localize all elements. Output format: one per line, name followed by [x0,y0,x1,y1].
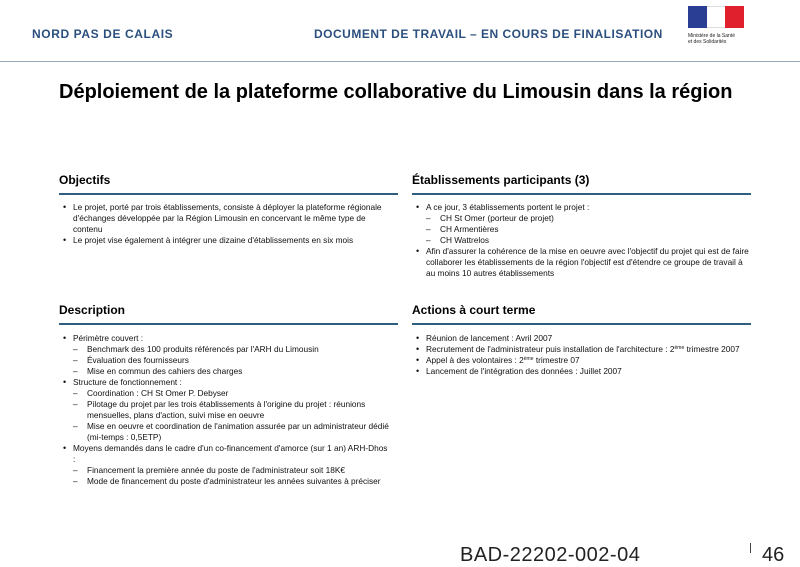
logo-text-line-1: Ministère de la Santé [688,33,735,39]
list-item: • Afin d'assurer la cohérence de la mise en oeuvre avec l'objectif du projet qui est de faire collaborer les établissements de la région l'objectif est d'étendre ce groupe de travail à au moins 10 autres établissements [412,246,750,279]
etablissements-content [412,202,750,279]
header [0,0,800,62]
actions-content [412,333,750,377]
list-subitem: – Mise en oeuvre et coordination de l'animation assurée par un administrateur dédié (mi-temps : 0,5ETP) [59,421,389,443]
document-status: DOCUMENT DE TRAVAIL – EN COURS DE FINALISATION [314,27,663,41]
list-item: • Périmètre couvert : [59,333,389,344]
list-item-text: Appel à des volontaires : 2 [426,355,524,365]
region-label: NORD PAS DE CALAIS [32,27,174,41]
description-heading: Description [59,303,126,317]
list-subitem: – Mode de financement du poste d'administrateur les années suivantes à préciser [59,476,389,487]
republique-logo [686,6,748,58]
list-item: • Moyens demandés dans le cadre d'un co-financement d'amorce (sur 1 an) ARH-Dhos : [59,443,389,465]
list-subitem: – CH Wattrelos [412,235,750,246]
list-subitem: – Coordination : CH St Omer P. Debyser [59,388,389,399]
document-code: BAD-22202-002-04 [460,544,641,566]
objectifs-content [59,202,389,246]
objectifs-rule [59,193,398,195]
list-subitem: – Financement la première année du poste de l'administrateur soit 18K€ [59,465,389,476]
superscript: ème [523,356,534,362]
list-item-text: trimestre 07 [535,355,580,365]
flag-icon [688,6,744,28]
list-subitem: – Benchmark des 100 produits référencés par l'ARH du Limousin [59,344,389,355]
list-subitem: – CH Armentières [412,224,750,235]
list-subitem: – Mise en commun des cahiers des charges [59,366,389,377]
list-item [412,344,750,355]
header-divider [0,61,800,62]
list-item [412,355,750,366]
page-title: Déploiement de la plateforme collaborative du Limousin dans la région [59,81,733,103]
objectifs-heading: Objectifs [59,173,111,187]
list-subitem: – CH St Omer (porteur de projet) [412,213,750,224]
footer-divider [750,543,751,553]
list-item: • Structure de fonctionnement : [59,377,389,388]
etablissements-rule [412,193,751,195]
list-item: • A ce jour, 3 établissements portent le projet : [412,202,750,213]
list-item: • Le projet vise également à intégrer une dizaine d'établissements en six mois [59,235,389,246]
etablissements-heading: Établissements participants (3) [412,173,590,187]
description-rule [59,323,398,325]
page-number: 46 [762,544,785,566]
superscript: ème [674,345,685,351]
list-item: • Le projet, porté par trois établissements, consiste à déployer la plateforme régionale d'échanges développée par la Région Limousin en concervant le même type de contenu [59,202,389,235]
actions-heading: Actions à court terme [412,303,536,317]
actions-rule [412,323,751,325]
list-subitem: – Évaluation des fournisseurs [59,355,389,366]
list-subitem: – Pilotage du projet par les trois établissements à l'origine du projet : réunions mensuelles, plans d'action, suivi mise en oeuvre [59,399,389,421]
list-item-text: Recrutement de l'administrateur puis installation de l'architecture : 2 [426,344,675,354]
list-item: • Lancement de l'intégration des données : Juillet 2007 [412,366,750,377]
logo-text-line-2: et des Solidarités [688,39,727,45]
description-content [59,333,389,487]
list-item-text: trimestre 2007 [686,344,740,354]
list-item: • Réunion de lancement : Avril 2007 [412,333,750,344]
